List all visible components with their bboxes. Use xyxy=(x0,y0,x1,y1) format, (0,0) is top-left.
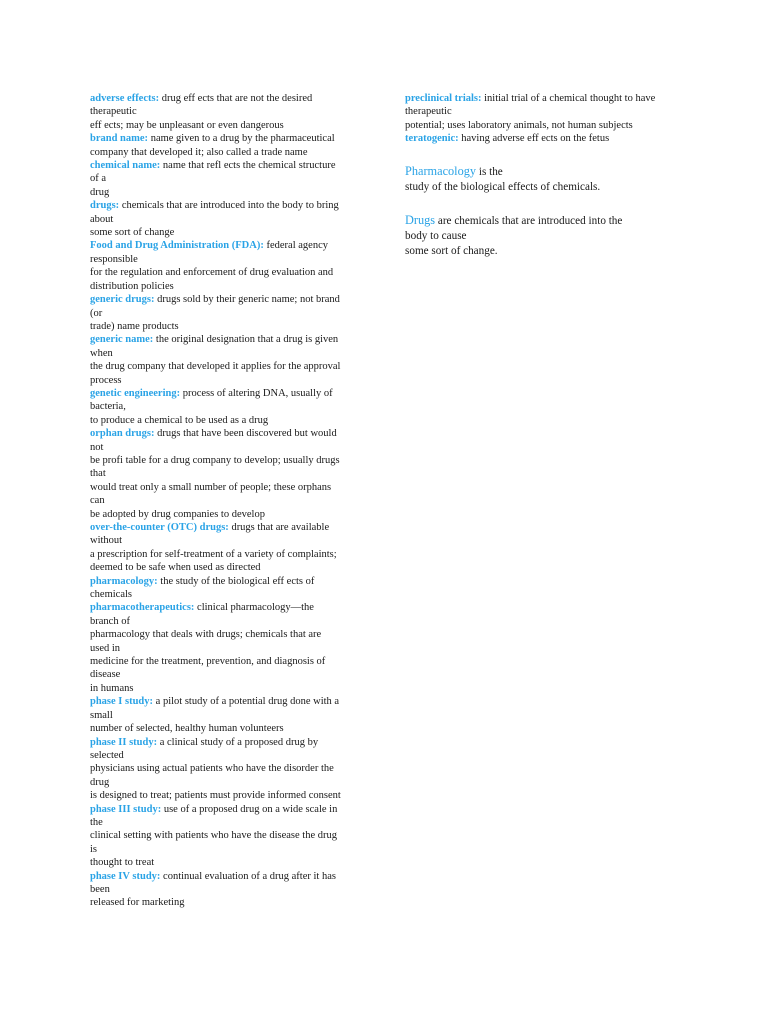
drugs-paragraph xyxy=(405,213,685,259)
glossary-left-column xyxy=(90,92,358,910)
definition-line: disease xyxy=(90,669,121,681)
glossary-entry xyxy=(90,132,358,159)
glossary-term: generic drugs: xyxy=(90,294,155,306)
definition-line: process of altering DNA, usually of xyxy=(180,387,333,399)
definition-line: to produce a chemical to be used as a drug xyxy=(90,414,269,426)
definition-line: chemicals that are introduced into the body to bring xyxy=(119,200,339,212)
definition-line: eff ects; may be unpleasant or even dangerous xyxy=(90,119,284,131)
definition-line: bacteria, xyxy=(90,401,126,413)
definition-line: medicine for the treatment, prevention, and diagnosis of xyxy=(90,656,326,668)
definition-line: federal agency xyxy=(263,240,328,252)
definition-line: not xyxy=(90,441,104,453)
definition-line: can xyxy=(90,495,105,507)
definition-line: that xyxy=(90,468,106,480)
glossary-entry xyxy=(90,199,358,239)
glossary-entry xyxy=(90,293,358,333)
glossary-term: phase I study: xyxy=(90,696,154,708)
definition-line: the study of the biological eff ects of xyxy=(157,575,315,587)
glossary-entry xyxy=(90,92,358,132)
definition-line: trade) name products xyxy=(90,320,179,332)
definition-line: number of selected, healthy human volunteers xyxy=(90,723,284,735)
definition-line: drug xyxy=(90,186,110,198)
definition-line: without xyxy=(90,535,123,547)
glossary-term: chemical name: xyxy=(90,160,161,172)
definition-line: would treat only a small number of people; these orphans xyxy=(90,481,332,493)
glossary-right-entries xyxy=(405,92,685,146)
definition-line: clinical pharmacology—the xyxy=(194,602,314,614)
glossary-entry xyxy=(90,736,358,803)
definition-line: branch of xyxy=(90,615,130,627)
glossary-entry xyxy=(405,92,685,132)
glossary-term: adverse effects: xyxy=(90,93,160,104)
definition-line: name that refl ects the chemical structure xyxy=(160,160,336,172)
glossary-term: orphan drugs: xyxy=(90,428,155,440)
glossary-term: brand name: xyxy=(90,133,149,145)
pharmacology-paragraph xyxy=(405,164,685,195)
definition-line: the xyxy=(90,816,103,828)
glossary-term: over-the-counter (OTC) drugs: xyxy=(90,522,229,533)
definition-line: potential; uses laboratory animals, not human subjects xyxy=(405,119,633,131)
drugs-text-1: are chemicals that are introduced into the xyxy=(435,214,623,227)
glossary-term: teratogenic: xyxy=(405,133,459,145)
definition-line: thought to treat xyxy=(90,857,155,869)
definition-line: distribution policies xyxy=(90,280,174,292)
glossary-entry xyxy=(90,159,358,199)
glossary-term: pharmacotherapeutics: xyxy=(90,602,195,614)
glossary-term: preclinical trials: xyxy=(405,93,482,104)
pharmacology-keyword: Pharmacology xyxy=(405,163,477,178)
glossary-entry xyxy=(90,870,358,910)
definition-line: use of a proposed drug on a wide scale in xyxy=(161,803,338,815)
definition-line: the original designation that a drug is given xyxy=(153,334,339,346)
glossary-entry xyxy=(405,132,685,145)
definition-line: process xyxy=(90,374,122,386)
definition-line: physicians using actual patients who have the disorder the xyxy=(90,763,334,775)
definition-line: a pilot study of a potential drug done with a xyxy=(153,696,340,708)
definition-line: some sort of change xyxy=(90,227,175,239)
definition-line: initial trial of a chemical thought to have xyxy=(481,93,656,104)
definition-line: released for marketing xyxy=(90,897,185,909)
definition-line: drugs that have been discovered but would xyxy=(154,428,337,440)
definition-line: when xyxy=(90,347,113,359)
glossary-term: drugs: xyxy=(90,200,120,212)
definition-line: the drug company that developed it applies for the approval xyxy=(90,361,341,373)
glossary-term: phase IV study: xyxy=(90,870,161,882)
definition-line: having adverse eff ects on the fetus xyxy=(458,133,610,145)
definition-line: selected xyxy=(90,749,124,761)
glossary-term: phase II study: xyxy=(90,736,158,748)
definition-line: name given to a drug by the pharmaceutical xyxy=(148,133,335,145)
definition-line: a prescription for self-treatment of a variety of complaints; xyxy=(90,548,337,560)
definition-line: continual evaluation of a drug after it has xyxy=(160,870,336,882)
glossary-term: Food and Drug Administration (FDA): xyxy=(90,240,264,252)
definition-line: small xyxy=(90,709,113,721)
glossary-right-column xyxy=(405,92,685,259)
definition-line: responsible xyxy=(90,253,138,265)
drugs-text-3: some sort of change. xyxy=(405,244,498,257)
definition-line: therapeutic xyxy=(405,106,452,118)
glossary-entry xyxy=(90,387,358,427)
glossary-term: phase III study: xyxy=(90,803,162,815)
glossary-entry xyxy=(90,575,358,602)
definition-line: a clinical study of a proposed drug by xyxy=(157,736,319,748)
definition-line: be profi table for a drug company to develop; usually drugs xyxy=(90,454,340,466)
definition-line: used in xyxy=(90,642,121,654)
glossary-entry xyxy=(90,601,358,695)
definition-line: be adopted by drug companies to develop xyxy=(90,508,265,520)
definition-line: drug xyxy=(90,776,110,788)
definition-line: drug eff ects that are not the desired xyxy=(159,93,313,104)
glossary-entry xyxy=(90,427,358,521)
definition-line: therapeutic xyxy=(90,106,137,118)
definition-line: (or xyxy=(90,307,103,319)
glossary-entry xyxy=(90,695,358,735)
definition-line: in humans xyxy=(90,682,134,694)
drugs-keyword: Drugs xyxy=(405,212,436,227)
glossary-term: genetic engineering: xyxy=(90,387,181,399)
glossary-term: generic name: xyxy=(90,334,154,346)
definition-line: deemed to be safe when used as directed xyxy=(90,562,261,574)
definition-line: pharmacology that deals with drugs; chemicals that are xyxy=(90,629,322,641)
drugs-text-2: body to cause xyxy=(405,229,467,242)
glossary-entry xyxy=(90,239,358,293)
definition-line: drugs sold by their generic name; not brand xyxy=(154,294,340,306)
glossary-entry xyxy=(90,803,358,870)
definition-line: for the regulation and enforcement of drug evaluation and xyxy=(90,267,334,279)
definition-line: drugs that are available xyxy=(228,522,330,533)
definition-line: is designed to treat; patients must provide informed consent xyxy=(90,790,341,802)
definition-line: been xyxy=(90,883,110,895)
definition-line: of a xyxy=(90,173,107,185)
glossary-term: pharmacology: xyxy=(90,575,158,587)
pharmacology-text-1: is the xyxy=(476,165,503,178)
glossary-entry xyxy=(90,521,358,575)
definition-line: is xyxy=(90,843,98,855)
pharmacology-text-2: study of the biological effects of chemicals. xyxy=(405,180,601,193)
definition-line: chemicals xyxy=(90,589,132,601)
definition-line: clinical setting with patients who have the disease the drug xyxy=(90,830,337,842)
definition-line: company that developed it; also called a trade name xyxy=(90,146,308,158)
definition-line: about xyxy=(90,213,114,225)
glossary-entry xyxy=(90,333,358,387)
